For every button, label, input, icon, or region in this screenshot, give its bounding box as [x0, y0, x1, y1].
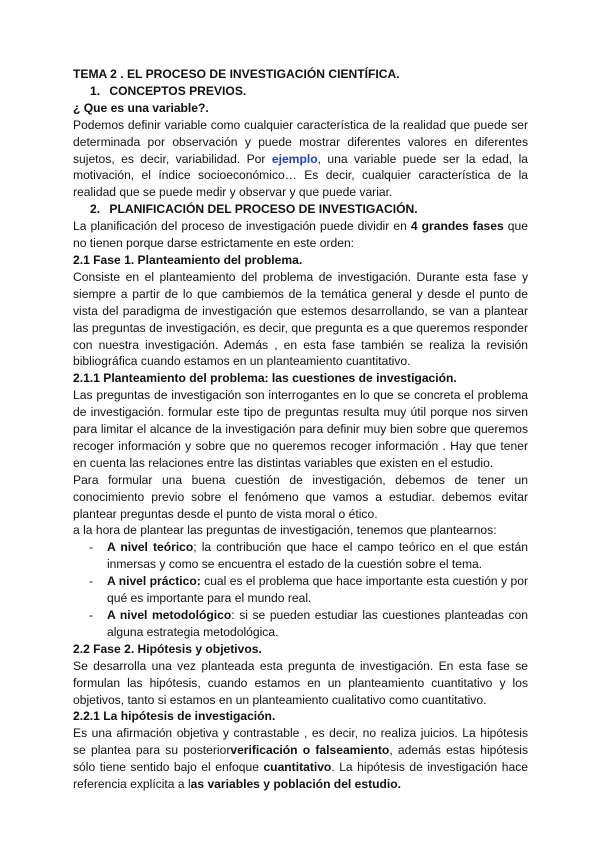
question-heading: ¿ Que es una variable?.	[73, 100, 209, 115]
bold-span: cuantitativo	[263, 760, 332, 775]
document-page	[73, 66, 528, 793]
subsection-heading-2-1: 2.1 Fase 1. Planteamiento del problema.	[73, 252, 303, 267]
paragraph-fases	[73, 218, 528, 252]
text-span: La planificación del proceso de investigación puede dividir en	[73, 219, 411, 234]
subsection-heading-2-1-1: 2.1.1 Planteamiento del problema: las cuestiones de investigación.	[73, 371, 457, 386]
text-span: , una variable puede ser la edad, la motivación, el índice socioeconómico… Es decir, cualquier característica de la realidad que se puede medir y observar y que puede variar.	[73, 151, 528, 200]
text-span: : si se pueden estudiar las cuestiones planteadas con alguna estrategia metodológica.	[107, 608, 528, 639]
paragraph-planteamiento: Consiste en el planteamiento del problema de investigación. Durante esta fase y siempre a partir de lo que cambiemos de la temática general y desde el punto de vista del paradigma de investigación que estemos desarrollando, se van a plantear las preguntas de investigación, es decir, que pregunta es a que queremos responder con nuestra investigación. Además , en esta fase también se realiza la revisión bibliográfica cuando estamos en un planteamiento cuantitativo.	[73, 269, 528, 369]
highlight-ejemplo: ejemplo	[271, 151, 318, 166]
dash-bullet: -	[89, 608, 94, 622]
bold-span: 4 grandes fases	[410, 219, 504, 234]
section-title: PLANIFICACIÓN DEL PROCESO DE INVESTIGACIÓN.	[109, 202, 418, 217]
paragraph-variable-definition	[73, 117, 528, 202]
text-span: ; la contribución que hace el campo teórico en el que están inmersas y como se encuentra el estado de la cuestión sobre el tema.	[107, 540, 528, 572]
dash-bullet: -	[89, 540, 94, 555]
levels-list	[73, 539, 528, 640]
text-span: Es una afirmación objetiva y contrastable , es decir, no realiza juicios. La hipótesis se plantea para su posterior	[73, 726, 528, 758]
section-heading-conceptos	[73, 83, 528, 100]
paragraph-formular: Para formular una buena cuestión de investigación, debemos de tener un conocimiento previo sobre el fenómeno que vamos a estudiar. debemos evitar plantear preguntas desde el punto de vista moral o ético.	[73, 472, 528, 521]
section-number: 2.	[90, 202, 101, 217]
text-span: . La hipótesis de investigación hace referencia explícita a l	[73, 760, 529, 792]
bold-span: as variables y población del estudio.	[190, 777, 402, 792]
bold-span: A nivel metodológico	[107, 608, 232, 622]
section-heading-planificacion	[73, 201, 528, 218]
text-span: , además estas hipótesis sólo tiene sentido bajo el enfoque	[73, 743, 528, 775]
text-span: cual es el problema que hace importante esta cuestión y por qué es importante para el mundo real.	[107, 574, 528, 606]
paragraph-plantearnos: a la hora de plantear las preguntas de investigación, tenemos que plantearnos:	[73, 523, 497, 538]
paragraph-hipotesis	[73, 725, 528, 793]
subsection-heading-2-2-1: 2.2.1 La hipótesis de investigación.	[73, 709, 276, 724]
section-title: CONCEPTOS PREVIOS.	[109, 83, 247, 98]
bold-span: A nivel práctico:	[107, 574, 201, 589]
text-span: que no tienen porque darse estrictamente en este orden:	[73, 219, 528, 251]
list-item	[73, 573, 528, 607]
bold-span: verificación o falseamiento	[230, 743, 390, 758]
paragraph-preguntas: Las preguntas de investigación son interrogantes en lo que se concreta el problema de investigación. formular este tipo de preguntas resulta muy útil porque nos sirven para limitar el alcance de la investigación para definir muy bien sobre que queremos recoger información y sobre que no queremos recoger información . Hay que tener en cuenta las relaciones entre las distintas variables que existen en el estudio.	[73, 388, 528, 470]
paragraph-hipotesis-objetivos: Se desarrolla una vez planteada esta pregunta de investigación. En esta fase se formulan las hipótesis, cuando estamos en un planteamiento cuantitativo y los objetivos, tanto si estamos en un planteamiento cualitativo como cuantitativo.	[73, 658, 528, 707]
bold-span: A nivel teórico	[107, 540, 194, 555]
list-item	[73, 539, 528, 573]
list-item	[73, 607, 528, 641]
subsection-heading-2-2: 2.2 Fase 2. Hipótesis y objetivos.	[73, 641, 262, 656]
text-span: Podemos definir variable como cualquier característica de la realidad que puede ser determinada por observación y puede mostrar diferentes valores en diferentes sujetos, es decir, variabilidad. Por	[73, 117, 528, 166]
document-title: TEMA 2 . EL PROCESO DE INVESTIGACIÓN CIENTÍFICA.	[73, 67, 400, 81]
section-number: 1.	[90, 83, 101, 98]
dash-bullet: -	[89, 574, 94, 589]
